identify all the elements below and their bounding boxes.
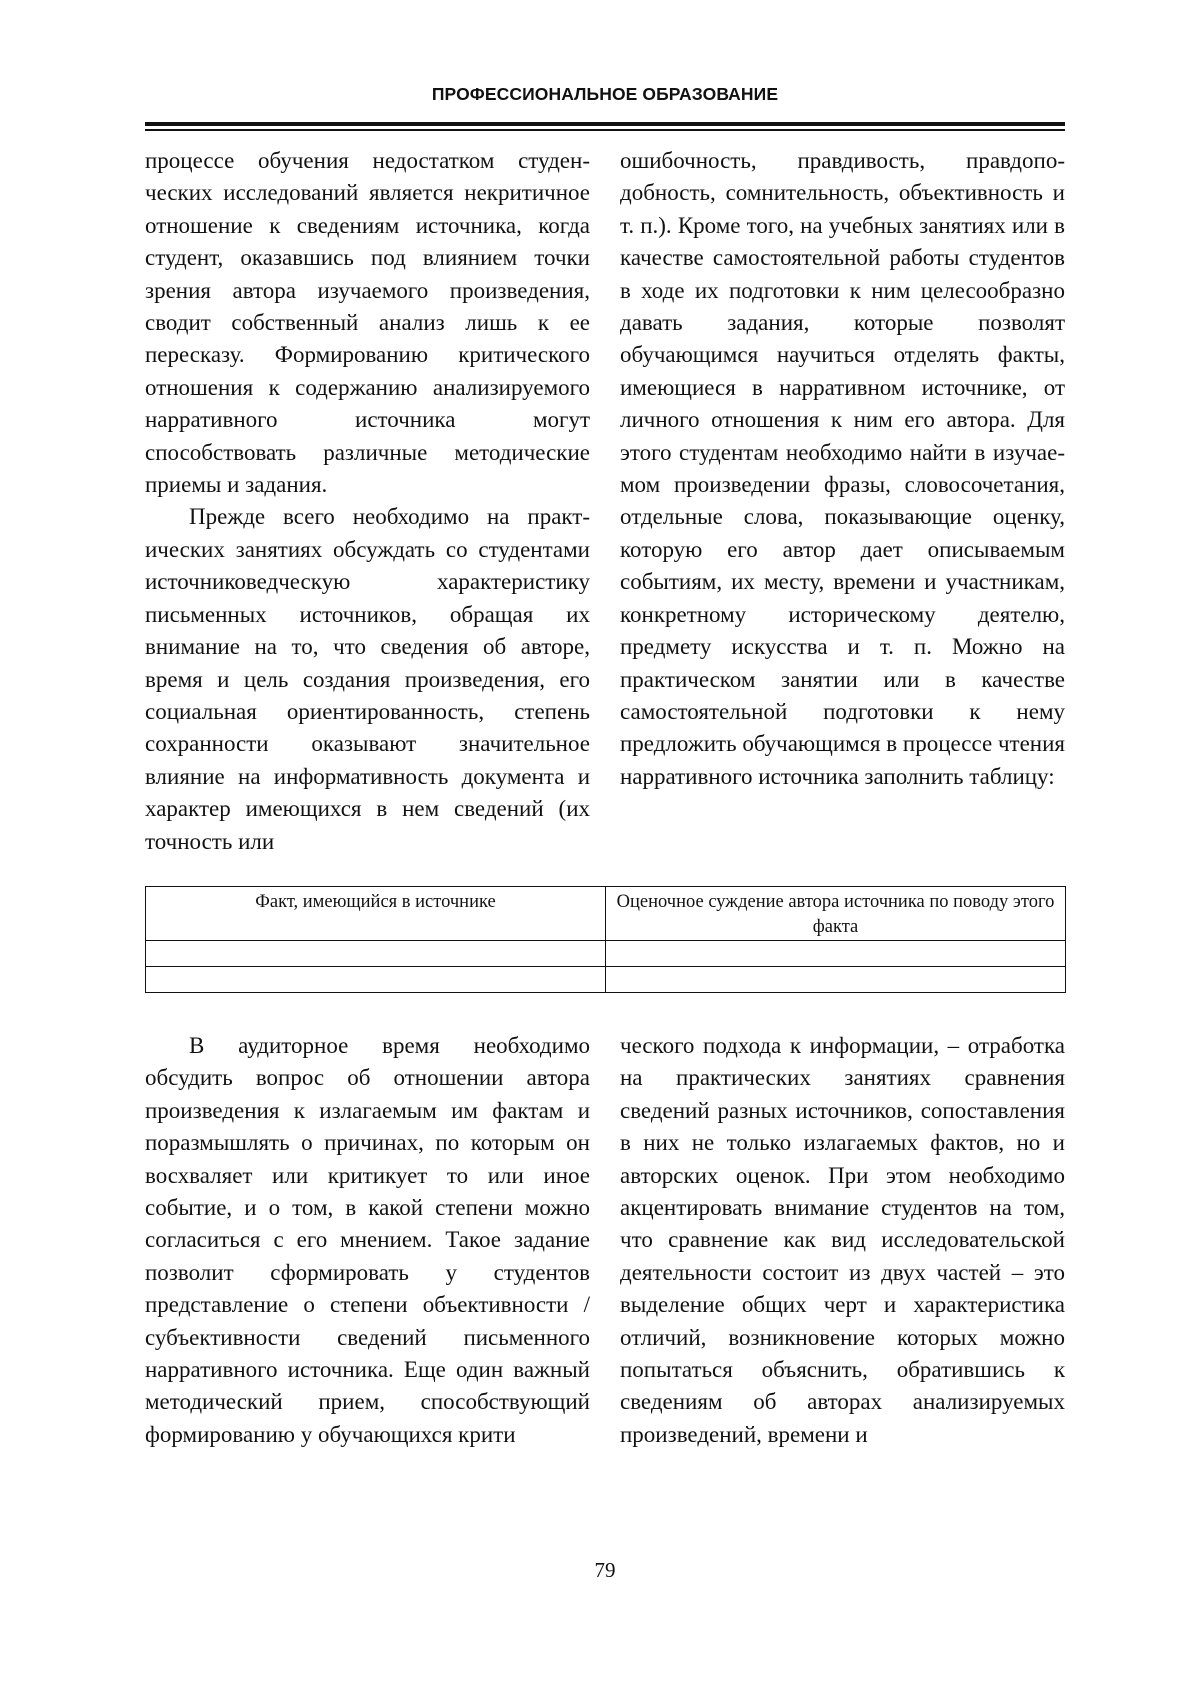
bottom-left-column	[145, 1030, 590, 1451]
top-left-column	[145, 145, 590, 858]
top-right-column	[620, 145, 1065, 793]
table-cell	[606, 941, 1066, 967]
paragraph: В аудиторное время необходимо обсудить вопрос об отношении автора произведения к излагаемым им фактам и поразмышлять о причинах, по которым он восхваляет или критикует то или иное событие, и о том, в какой степени можно согласиться с его мнением. Такое задание позволит сформировать у студентов представление о степени объективности / субъективности сведений письменного нарративного источника. Еще один важный методический прием, способствующий формированию у обучающихся крити	[145, 1033, 590, 1447]
header-rule-thin	[145, 129, 1065, 131]
table-row	[146, 967, 1066, 993]
page-number: 79	[594, 1558, 616, 1582]
paragraph: ческого подхода к информации, – отработка на практических занятиях сравнения сведений разных источников, сопоставления в них не только излагаемых фактов, но и авторских оценок. При этом необходимо акцентировать внимание студентов на том, что сравнение как вид исследовательской деятельности состоит из двух частей – это выделение общих черт и характеристика отличий, возникновение которых можно попытаться объяснить, обратившись к сведениям об авторах анализируемых произведений, времени и	[620, 1033, 1065, 1447]
table-header-row	[146, 887, 1066, 941]
fact-assessment-table	[145, 886, 1066, 993]
table-cell	[146, 941, 606, 967]
paragraph: процессе обучения недостатком студенческих исследований является некритичное отношение к сведениям источника, когда студент, оказавшись под влиянием точки зрения автора изучаемого произведения, сводит собственный анализ лишь к ее пересказу. Формированию критического отношения к содержанию анализируемого нарративного источника могут способствовать различные методические приемы и задания.	[145, 148, 590, 498]
table-cell	[146, 967, 606, 993]
table-row	[146, 941, 1066, 967]
table-header-fact: Факт, имеющийся в источнике	[146, 887, 606, 941]
paragraph: ошибочность, правдивость, правдоподобность, сомнительность, объективность и т. п.). Кроме того, на учебных занятиях или в качестве самостоятельной работы студентов в ходе их подготовки к ним целесообразно давать задания, которые позволят обучающимся научиться отделять факты, имеющиеся в нарративном источнике, от личного отношения к ним его автора. Для этого студентам необходимо найти в изучаемом произведении фразы, словосочетания, отдельные слова, показывающие оценку, которую его автор дает описываемым событиям, их месту, времени и участникам, конкретному историческому деятелю, предмету искусства и т. п. Можно на практическом занятии или в качестве самостоятельной подготовки к нему предложить обучающимся в процессе чтения нарративного источника заполнить таблицу:	[620, 148, 1065, 789]
table-cell	[606, 967, 1066, 993]
header-rule-thick	[145, 122, 1065, 126]
running-title: ПРОФЕССИОНАЛЬНОЕ ОБРАЗОВАНИЕ	[431, 84, 779, 104]
bottom-right-column	[620, 1030, 1065, 1451]
paragraph: Прежде всего необходимо на практических занятиях обсуждать со студентами источниковедческую характеристику письменных источников, обращая их внимание на то, что сведения об авторе, время и цель создания произведения, его социальная ориентированность, степень сохранности оказывают значительное влияние на информативность документа и характер имеющихся в нем сведений (их точность или	[145, 504, 590, 854]
table-header-assessment: Оценочное суждение автора источника по поводу этого факта	[606, 887, 1066, 941]
